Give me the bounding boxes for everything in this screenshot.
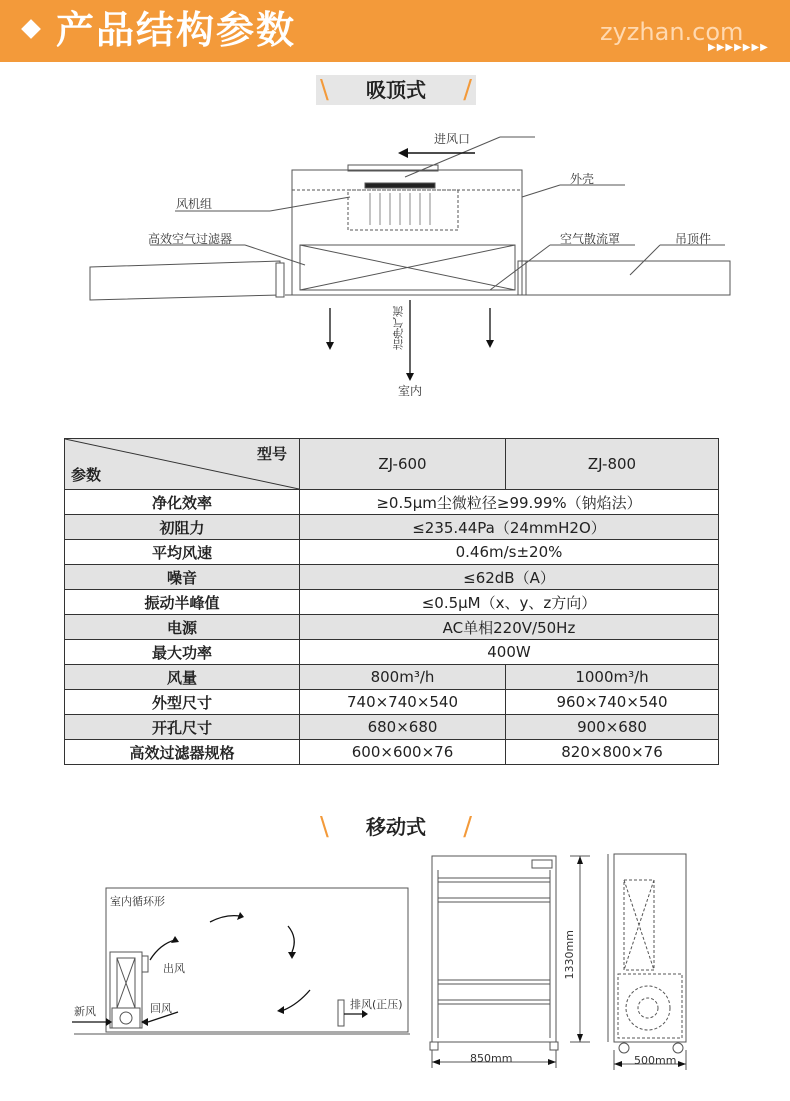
param-value: ≤235.44Pa（24mmH2O） <box>300 515 719 540</box>
param-label: 最大功率 <box>65 640 300 665</box>
param-value-model-2: 1000m³/h <box>506 665 719 690</box>
ceiling-unit-diagram <box>80 125 740 405</box>
fan-label: 风机组 <box>176 197 213 211</box>
table-row <box>65 515 719 540</box>
indoor-label: 室内 <box>398 384 423 398</box>
exhaust-label: 排风(正压) <box>350 998 403 1011</box>
depth-dimension: 500mm <box>634 1054 677 1067</box>
param-label: 初阻力 <box>65 515 300 540</box>
table-row <box>65 665 719 690</box>
hanger-label: 吊顶件 <box>675 232 712 246</box>
slash-right-icon: / <box>463 812 472 842</box>
table-row <box>65 540 719 565</box>
mobile-side-view <box>600 850 700 1075</box>
header-model-label: 型号 <box>256 445 287 463</box>
table-row <box>65 690 719 715</box>
table-row <box>65 565 719 590</box>
param-value-model-2: 960×740×540 <box>506 690 719 715</box>
table-header-row <box>65 439 719 490</box>
hepa-label: 高效空气过滤器 <box>148 232 233 246</box>
slash-right-icon: / <box>463 75 472 105</box>
page-header <box>0 0 790 62</box>
table-row <box>65 640 719 665</box>
height-dimension: 1330mm <box>563 930 576 980</box>
header-diagonal-cell <box>65 439 300 490</box>
param-value-model-2: 900×680 <box>506 715 719 740</box>
section-title-text: 移动式 <box>366 815 426 839</box>
slash-left-icon: \ <box>320 812 329 842</box>
param-label: 振动半峰值 <box>65 590 300 615</box>
section-title-ceiling <box>316 75 476 105</box>
table-row <box>65 615 719 640</box>
page-title: 产品结构参数 <box>56 8 297 52</box>
param-value: AC单相220V/50Hz <box>300 615 719 640</box>
param-value-model-1: 600×600×76 <box>300 740 506 765</box>
diffuser-label: 空气散流罩 <box>560 232 621 246</box>
clean-airflow-label: 洁净气流 <box>392 306 405 350</box>
shell-label: 外壳 <box>570 172 595 186</box>
param-value-model-2: 820×800×76 <box>506 740 719 765</box>
param-label: 平均风速 <box>65 540 300 565</box>
param-value: 400W <box>300 640 719 665</box>
room-label: 室内循环形 <box>110 895 165 908</box>
out-air-label: 出风 <box>163 962 185 975</box>
table-row <box>65 740 719 765</box>
param-label: 外型尺寸 <box>65 690 300 715</box>
param-label: 风量 <box>65 665 300 690</box>
param-label: 噪音 <box>65 565 300 590</box>
table-row <box>65 490 719 515</box>
param-label: 净化效率 <box>65 490 300 515</box>
param-value: ≤62dB（A） <box>300 565 719 590</box>
table-row <box>65 715 719 740</box>
param-value: ≥0.5μm尘微粒径≥99.99%（钠焰法） <box>300 490 719 515</box>
arrows-decoration: ▶▶▶▶▶▶▶ <box>708 42 769 53</box>
width-dimension: 850mm <box>470 1052 513 1065</box>
inlet-label: 进风口 <box>434 132 471 146</box>
section-title-mobile <box>316 812 476 842</box>
slash-left-icon: \ <box>320 75 329 105</box>
param-value: ≤0.5μM（x、y、z方向） <box>300 590 719 615</box>
table-row <box>65 590 719 615</box>
param-value-model-1: 800m³/h <box>300 665 506 690</box>
header-param-label: 参数 <box>71 466 102 484</box>
param-value: 0.46m/s±20% <box>300 540 719 565</box>
param-label: 高效过滤器规格 <box>65 740 300 765</box>
fresh-air-label: 新风 <box>74 1005 96 1018</box>
diamond-icon <box>21 19 41 39</box>
param-label: 电源 <box>65 615 300 640</box>
watermark: zyzhan.com <box>600 18 744 46</box>
model-2: ZJ-800 <box>506 439 719 490</box>
section-title-text: 吸顶式 <box>366 78 426 102</box>
param-value-model-1: 680×680 <box>300 715 506 740</box>
param-label: 开孔尺寸 <box>65 715 300 740</box>
param-value-model-1: 740×740×540 <box>300 690 506 715</box>
return-air-label: 回风 <box>150 1002 172 1015</box>
model-1: ZJ-600 <box>300 439 506 490</box>
spec-table <box>64 438 719 765</box>
